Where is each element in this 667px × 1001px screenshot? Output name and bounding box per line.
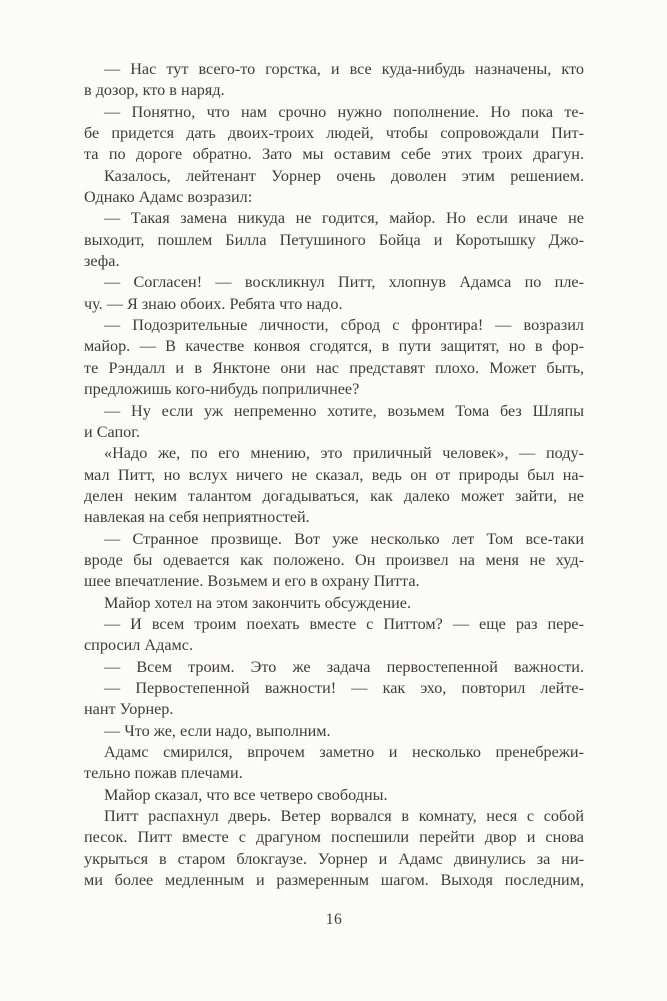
paragraph (84, 102, 584, 166)
paragraph (84, 529, 584, 593)
text-line: — Всем троим. Это же задача первостепенной важности. (104, 657, 584, 676)
text-line: те Рэндалл и в Янктоне они нас представят плохо. Может быть, (84, 358, 584, 377)
text-line: укрыться в старом блокгаузе. Уорнер и Адамс двинулись за ни- (84, 849, 584, 868)
text-line: ми более медленным и размеренным шагом. Выходя последним, (84, 871, 584, 890)
text-line: — Ну если уж непременно хотите, возьмем Тома без Шляпы (104, 401, 584, 420)
text-line: — Подозрительные личности, сброд с фронтира! — возразил (104, 316, 584, 335)
text-line: — Понятно, что нам срочно нужно пополнение. Но пока те- (104, 102, 584, 121)
text-line: майор. — В качестве конвоя сгодятся, в пути защитят, но в фор- (84, 337, 584, 356)
text-line: Казалось, лейтенант Уорнер очень доволен этим решением. (104, 166, 584, 185)
paragraph (84, 742, 584, 785)
text-line: бе придется дать двоих-троих людей, чтобы сопровождали Пит- (84, 124, 584, 143)
text-line: «Надо же, по его мнению, это приличный человек», — поду- (104, 444, 584, 463)
text-line: — Такая замена никуда не годится, майор. Но если иначе не (104, 209, 584, 228)
text-line: — Первостепенной важности! — как эхо, повторил лейте- (104, 678, 584, 697)
text-line: Майор хотел на этом закончить обсуждение. (104, 593, 412, 612)
paragraph (84, 721, 584, 742)
text-line: шее впечатление. Возьмем и его в охрану Питта. (84, 572, 420, 591)
text-line: спросил Адамс. (84, 636, 193, 655)
page-number: 16 (325, 911, 343, 928)
text-line: Однако Адамс возразил: (84, 188, 253, 207)
paragraph (84, 443, 584, 528)
paragraph (84, 315, 584, 400)
text-line: выходит, пошлем Билла Петушиного Бойца и Коротышку Джо- (84, 230, 584, 249)
text-line: зефа. (84, 252, 120, 271)
paragraph (84, 272, 584, 315)
text-line: песок. Питт вместе с драгуном поспешили перейти двор и снова (84, 828, 584, 847)
text-line: тельно пожав плечами. (84, 764, 243, 783)
paragraph (84, 806, 584, 891)
paragraph (84, 401, 584, 444)
paragraph (84, 657, 584, 678)
text-line: — И всем троим поехать вместе с Питтом? — еще раз пере- (104, 614, 584, 633)
paragraph (84, 614, 584, 657)
text-line: мал Питт, но вслух ничего не сказал, ведь он от природы был на- (84, 465, 584, 484)
text-line: Майор сказал, что все четверо свободны. (104, 785, 388, 804)
text-line: чу. — Я знаю обоих. Ребята что надо. (84, 294, 343, 313)
text-line: — Согласен! — воскликнул Питт, хлопнув Адамса по пле- (104, 273, 584, 292)
paragraph (84, 59, 584, 102)
text-line: делен неким талантом догадываться, как далеко может зайти, не (84, 486, 584, 505)
text-line: — Нас тут всего-то горстка, и все куда-нибудь назначены, кто (104, 60, 584, 78)
paragraph (84, 678, 584, 721)
text-line: Адамс смирился, впрочем заметно и несколько пренебрежи- (104, 743, 584, 761)
paragraph (84, 208, 584, 272)
text-line: Питт распахнул дверь. Ветер ворвался в комнату, неся с собой (104, 807, 584, 826)
text-line: та по дороге обратно. Зато мы оставим себе этих троих драгун. (84, 145, 584, 164)
page-text (84, 59, 584, 891)
paragraph (84, 166, 584, 209)
paragraph (84, 785, 584, 806)
text-line: вроде бы одевается как положено. Он произвел на меня не худ- (84, 550, 584, 569)
text-line: предложишь кого-нибудь поприличнее? (84, 380, 360, 399)
text-line: и Сапог. (84, 422, 141, 441)
text-line: нант Уорнер. (84, 700, 174, 719)
text-line: — Странное прозвище. Вот уже несколько лет Том все-таки (104, 529, 584, 548)
text-line: в дозор, кто в наряд. (84, 81, 225, 100)
paragraph (84, 593, 584, 614)
text-line: — Что же, если надо, выполним. (104, 721, 331, 740)
text-line: навлекая на себя неприятностей. (84, 508, 310, 527)
